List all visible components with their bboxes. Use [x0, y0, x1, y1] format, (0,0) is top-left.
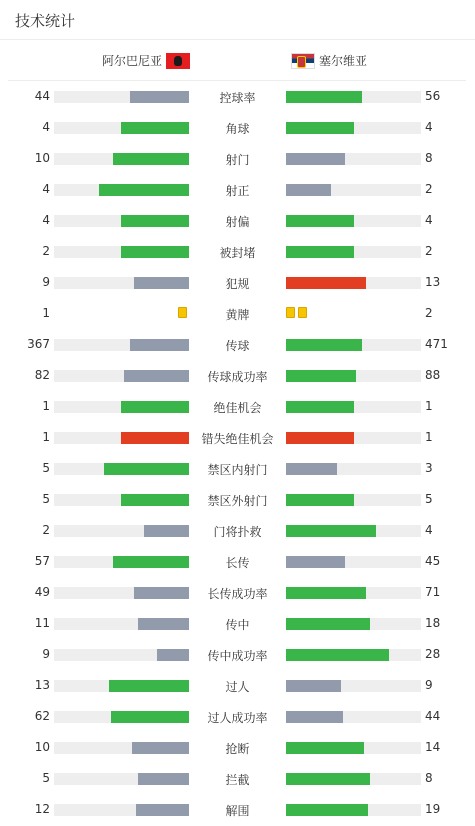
- home-stat-bar-track: [54, 556, 189, 568]
- away-stat-bar: [286, 680, 341, 692]
- away-stat-bar-track: [286, 711, 421, 723]
- home-stat-bar: [121, 432, 189, 444]
- home-stat-bar: [111, 711, 189, 723]
- away-stat-bar: [286, 804, 368, 816]
- away-stat-bar: [286, 339, 362, 351]
- away-stat-bar: [286, 184, 331, 196]
- home-stat-bar: [109, 680, 189, 692]
- stat-row: [0, 206, 475, 237]
- yellow-card-icon: [298, 307, 307, 318]
- stat-label: 传球成功率: [207, 370, 268, 384]
- yellow-card-icon: [178, 307, 187, 318]
- stat-label: 长传成功率: [207, 587, 268, 601]
- stat-label: 传中成功率: [207, 649, 268, 663]
- away-stat-bar-track: [286, 680, 421, 692]
- away-stat-bar: [286, 432, 354, 444]
- stat-label: 长传: [225, 556, 250, 570]
- home-stat-value: 2: [42, 523, 50, 537]
- away-stat-bar: [286, 246, 354, 258]
- stat-row: [0, 516, 475, 547]
- home-stat-bar-track: [54, 401, 189, 413]
- home-stat-bar: [134, 277, 189, 289]
- home-stat-bar: [121, 246, 189, 258]
- home-stat-value: 5: [42, 492, 50, 506]
- teams-bar: [8, 41, 466, 81]
- yellow-card-icon: [286, 307, 295, 318]
- home-stat-value: 5: [42, 461, 50, 475]
- home-stat-bar: [113, 153, 189, 165]
- away-stat-bar-track: [286, 587, 421, 599]
- away-stat-value: 2: [425, 182, 433, 196]
- stat-row: [0, 144, 475, 175]
- away-stat-bar-track: [286, 184, 421, 196]
- home-stat-value: 5: [42, 771, 50, 785]
- home-stat-bar: [130, 91, 189, 103]
- away-stat-bar: [286, 370, 356, 382]
- home-stat-bar: [138, 773, 189, 785]
- stat-label: 过人成功率: [207, 711, 268, 725]
- home-stat-bar-track: [54, 680, 189, 692]
- away-stat-value: 88: [425, 368, 441, 382]
- stat-label: 角球: [225, 122, 250, 136]
- away-stat-bar-track: [286, 463, 421, 475]
- away-stat-value: 1: [425, 430, 433, 444]
- home-team: [102, 52, 190, 69]
- away-stat-bar: [286, 649, 389, 661]
- stat-label: 控球率: [219, 91, 256, 105]
- away-stat-bar: [286, 401, 354, 413]
- stat-label: 黄牌: [225, 308, 250, 322]
- away-stat-value: 19: [425, 802, 441, 816]
- away-stat-bar: [286, 618, 370, 630]
- stat-label: 拦截: [225, 773, 250, 787]
- home-stat-value: 10: [34, 740, 50, 754]
- home-stat-value: 4: [42, 120, 50, 134]
- stat-row: [0, 640, 475, 671]
- stat-row: [0, 733, 475, 764]
- home-stat-bar: [121, 401, 189, 413]
- home-stat-bar-track: [54, 184, 189, 196]
- home-stat-bar-track: [54, 773, 189, 785]
- stat-row: [0, 578, 475, 609]
- home-stat-bar: [121, 122, 189, 134]
- stat-label: 射偏: [225, 215, 250, 229]
- stat-row: [0, 764, 475, 795]
- home-stat-bar-track: [54, 91, 189, 103]
- away-stat-bar: [286, 277, 366, 289]
- stat-label: 过人: [225, 680, 250, 694]
- home-stat-value: 1: [42, 430, 50, 444]
- away-stat-bar: [286, 494, 354, 506]
- home-stat-bar-track: [54, 463, 189, 475]
- stat-row: [0, 175, 475, 206]
- home-yellow-cards: [178, 307, 187, 318]
- serbia-flag-icon: [291, 53, 315, 69]
- away-stat-value: 18: [425, 616, 441, 630]
- home-stat-bar-track: [54, 649, 189, 661]
- home-stat-bar-track: [54, 494, 189, 506]
- away-stat-bar: [286, 556, 345, 568]
- stats-header: [0, 0, 475, 40]
- away-yellow-cards: [286, 307, 307, 318]
- away-stat-bar-track: [286, 215, 421, 227]
- home-stat-bar: [121, 494, 189, 506]
- away-stat-bar-track: [286, 556, 421, 568]
- away-stat-value: 5: [425, 492, 433, 506]
- away-stat-value: 13: [425, 275, 441, 289]
- away-stat-bar: [286, 215, 354, 227]
- home-stat-bar: [157, 649, 189, 661]
- away-stat-bar-track: [286, 122, 421, 134]
- away-stat-value: 45: [425, 554, 441, 568]
- home-stat-bar: [136, 804, 189, 816]
- home-stat-value: 1: [42, 306, 50, 320]
- away-stat-bar-track: [286, 432, 421, 444]
- stat-row: [0, 702, 475, 733]
- away-stat-value: 2: [425, 244, 433, 258]
- away-stat-bar: [286, 463, 337, 475]
- home-stat-bar-track: [54, 246, 189, 258]
- stat-row: [0, 392, 475, 423]
- stat-label: 犯规: [225, 277, 250, 291]
- home-stat-value: 9: [42, 275, 50, 289]
- away-stat-value: 56: [425, 89, 441, 103]
- away-stat-bar-track: [286, 804, 421, 816]
- home-stat-bar-track: [54, 804, 189, 816]
- away-team: [291, 52, 367, 69]
- stat-row: [0, 609, 475, 640]
- home-stat-bar-track: [54, 277, 189, 289]
- home-stat-bar-track: [54, 587, 189, 599]
- stat-row: [0, 113, 475, 144]
- home-stat-value: 13: [34, 678, 50, 692]
- away-stat-bar: [286, 153, 345, 165]
- home-stat-bar-track: [54, 618, 189, 630]
- stat-label: 解围: [225, 804, 250, 818]
- stat-label: 被封堵: [219, 246, 256, 260]
- away-stat-value: 8: [425, 771, 433, 785]
- home-stat-value: 4: [42, 213, 50, 227]
- home-stat-value: 62: [34, 709, 50, 723]
- home-stat-bar-track: [54, 525, 189, 537]
- stat-label: 射正: [225, 184, 250, 198]
- stat-row: [0, 361, 475, 392]
- home-stat-bar: [121, 215, 189, 227]
- away-stat-value: 4: [425, 120, 433, 134]
- home-stat-value: 11: [34, 616, 50, 630]
- home-stat-value: 1: [42, 399, 50, 413]
- home-stat-bar-track: [54, 432, 189, 444]
- home-stat-bar-track: [54, 339, 189, 351]
- away-stat-value: 14: [425, 740, 441, 754]
- away-stat-bar-track: [286, 525, 421, 537]
- stat-row: [0, 795, 475, 826]
- away-stat-bar: [286, 711, 343, 723]
- away-stat-value: 3: [425, 461, 433, 475]
- stat-label: 射门: [225, 153, 250, 167]
- stats-list: [0, 82, 475, 826]
- away-stat-bar: [286, 587, 366, 599]
- home-stat-bar-track: [54, 122, 189, 134]
- home-stat-value: 12: [34, 802, 50, 816]
- away-stat-value: 471: [425, 337, 448, 351]
- home-stat-value: 4: [42, 182, 50, 196]
- away-stat-bar-track: [286, 742, 421, 754]
- home-stat-value: 44: [34, 89, 50, 103]
- home-stat-bar: [132, 742, 189, 754]
- away-stat-bar-track: [286, 649, 421, 661]
- away-stat-bar-track: [286, 494, 421, 506]
- stat-row: [0, 330, 475, 361]
- home-stat-value: 2: [42, 244, 50, 258]
- stat-row: [0, 268, 475, 299]
- stat-label: 绝佳机会: [213, 401, 262, 415]
- away-stat-bar-track: [286, 153, 421, 165]
- away-stat-bar-track: [286, 339, 421, 351]
- away-stat-bar-track: [286, 246, 421, 258]
- stat-row: [0, 82, 475, 113]
- stat-label: 门将扑救: [213, 525, 262, 539]
- away-stat-bar: [286, 773, 370, 785]
- home-stat-bar: [124, 370, 189, 382]
- home-stat-bar: [113, 556, 189, 568]
- away-team-name: 塞尔维亚: [319, 54, 368, 68]
- home-stat-bar-track: [54, 370, 189, 382]
- away-stat-bar-track: [286, 773, 421, 785]
- home-stat-bar: [99, 184, 189, 196]
- stat-label: 抢断: [225, 742, 250, 756]
- away-stat-bar: [286, 91, 362, 103]
- away-stat-value: 44: [425, 709, 441, 723]
- away-stat-bar-track: [286, 370, 421, 382]
- home-stat-value: 9: [42, 647, 50, 661]
- stat-row: [0, 485, 475, 516]
- away-stat-bar-track: [286, 277, 421, 289]
- home-stat-value: 367: [27, 337, 50, 351]
- home-stat-value: 49: [34, 585, 50, 599]
- page-title: 技术统计: [15, 12, 76, 30]
- stat-row: [0, 454, 475, 485]
- home-stat-value: 82: [34, 368, 50, 382]
- stat-row: [0, 423, 475, 454]
- home-stat-bar: [104, 463, 189, 475]
- away-stat-value: 2: [425, 306, 433, 320]
- stat-label: 禁区外射门: [207, 494, 268, 508]
- stat-label: 禁区内射门: [207, 463, 268, 477]
- stat-row: [0, 299, 475, 330]
- stat-row: [0, 671, 475, 702]
- home-stat-value: 57: [34, 554, 50, 568]
- away-stat-value: 4: [425, 523, 433, 537]
- away-stat-value: 71: [425, 585, 441, 599]
- away-stat-bar: [286, 525, 376, 537]
- away-stat-value: 4: [425, 213, 433, 227]
- home-stat-value: 10: [34, 151, 50, 165]
- home-stat-bar: [138, 618, 189, 630]
- stat-label: 传中: [225, 618, 250, 632]
- away-stat-value: 28: [425, 647, 441, 661]
- away-stat-value: 8: [425, 151, 433, 165]
- away-stat-bar-track: [286, 91, 421, 103]
- stat-row: [0, 237, 475, 268]
- home-stat-bar: [130, 339, 189, 351]
- home-team-name: 阿尔巴尼亚: [102, 54, 163, 68]
- away-stat-bar-track: [286, 618, 421, 630]
- away-stat-bar: [286, 742, 364, 754]
- stat-label: 错失绝佳机会: [201, 432, 274, 446]
- home-stat-bar-track: [54, 711, 189, 723]
- albania-flag-icon: [166, 53, 190, 69]
- stat-label: 传球: [225, 339, 250, 353]
- away-stat-value: 1: [425, 399, 433, 413]
- home-stat-bar-track: [54, 215, 189, 227]
- away-stat-bar-track: [286, 401, 421, 413]
- home-stat-bar: [134, 587, 189, 599]
- away-stat-bar: [286, 122, 354, 134]
- away-stat-value: 9: [425, 678, 433, 692]
- home-stat-bar-track: [54, 742, 189, 754]
- home-stat-bar: [144, 525, 189, 537]
- stat-row: [0, 547, 475, 578]
- home-stat-bar-track: [54, 153, 189, 165]
